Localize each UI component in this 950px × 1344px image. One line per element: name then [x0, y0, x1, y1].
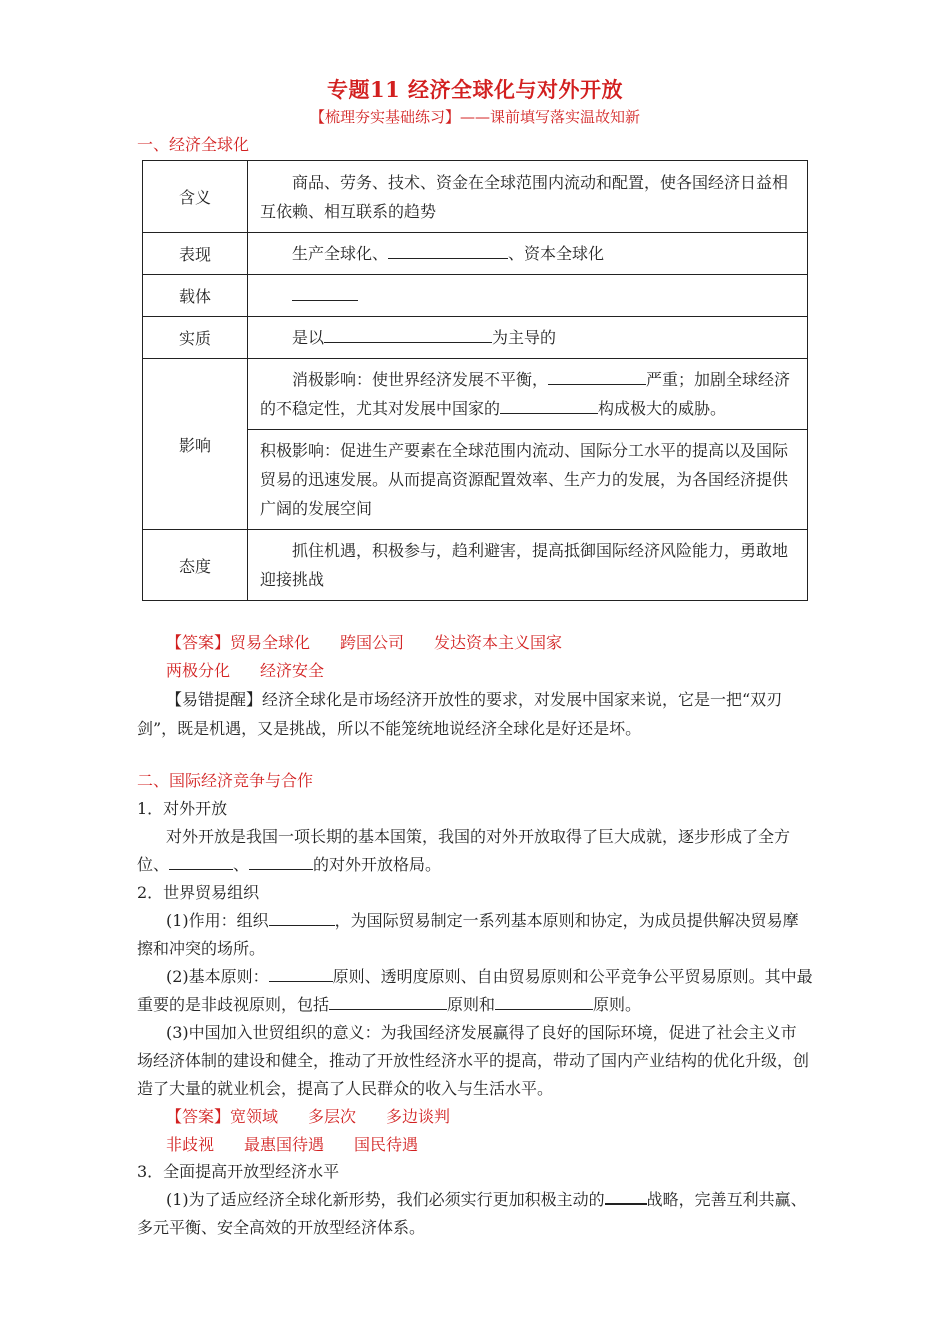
answer-label: 【答案】: [166, 633, 231, 652]
row-content: [248, 359, 808, 430]
fill-blank[interactable]: [329, 993, 447, 1010]
wto-significance-line-3: 造了大量的就业机会，提高了人民群众的收入与生活水平。: [137, 1079, 554, 1098]
text-segment: 是以: [292, 328, 325, 347]
opening-text-line-2: [137, 850, 441, 879]
carrier-text: [260, 281, 795, 310]
essence-text: [260, 323, 795, 352]
row-label: 含义: [143, 161, 248, 233]
text-segment: 重要的是非歧视原则，包括: [137, 995, 330, 1014]
row-content: [248, 317, 808, 359]
answer-item: 最惠国待遇: [244, 1135, 325, 1154]
error-reminder-line-1: 【易错提醒】经济全球化是市场经济开放性的要求，对发展中国家来说，它是一把“双刃: [166, 690, 783, 709]
text-segment: ，为国际贸易制定一系列基本原则和协定，为成员提供解决贸易摩: [334, 911, 799, 930]
table-row-carrier: [143, 275, 808, 317]
table-row-essence: [143, 317, 808, 359]
text-segment: 原则和: [447, 995, 496, 1014]
answer-item: 经济安全: [260, 661, 325, 680]
fill-blank[interactable]: [388, 242, 508, 259]
wto-significance-line-1: (3)中国加入世贸组织的意义：为我国经济发展赢得了良好的国际环境，促进了社会主义市: [166, 1023, 797, 1042]
row-content: [248, 161, 808, 233]
answer-item: 贸易全球化: [230, 633, 311, 652]
section-heading-competition: 二、国际经济竞争与合作: [137, 771, 314, 790]
answer-item: 宽领域: [230, 1107, 279, 1126]
text-segment: 原则。: [593, 995, 642, 1014]
open-economy-line-2: 多元平衡、安全高效的开放型经济体系。: [137, 1218, 426, 1237]
wto-role-line-1: [166, 906, 799, 935]
answer-line-3: [166, 1102, 450, 1131]
text-segment: 的对外开放格局。: [313, 855, 442, 874]
fill-blank[interactable]: [249, 853, 313, 870]
answer-line-2: [166, 656, 324, 685]
fill-blank[interactable]: [548, 368, 646, 385]
fill-blank[interactable]: [269, 965, 333, 982]
positive-influence-text: 积极影响：促进生产要素在全球范围内流动、国际分工水平的提高以及国际贸易的迅速发展。从而提高资源配置效率、生产力的发展，为各国经济提供广阔的发展空间: [260, 441, 789, 518]
text-segment: 构成极大的威胁。: [598, 399, 727, 418]
globalization-table: [142, 160, 808, 601]
answer-item: 国民待遇: [354, 1135, 419, 1154]
open-economy-line-1: [166, 1185, 807, 1214]
table-row-meaning: [143, 161, 808, 233]
row-label: 影响: [143, 359, 248, 530]
text-segment: 为主导的: [492, 328, 557, 347]
text-segment: 原则、透明度原则、自由贸易原则和公平竞争公平贸易原则。其中最: [332, 967, 813, 986]
row-content: [248, 430, 808, 530]
item-title-wto: 2．世界贸易组织: [137, 883, 260, 902]
table-row-attitude: [143, 530, 808, 601]
wto-principles-line-2: [137, 990, 641, 1019]
fill-blank[interactable]: [269, 909, 335, 926]
text-segment: (2)基本原则：: [166, 967, 269, 986]
text-segment: 、: [233, 855, 250, 874]
document-title: 专题11 经济全球化与对外开放: [326, 77, 624, 102]
row-content: [248, 233, 808, 275]
row-content: [248, 275, 808, 317]
fill-blank[interactable]: [495, 993, 593, 1010]
row-label: 态度: [143, 530, 248, 601]
wto-principles-line-1: [166, 962, 813, 991]
document-subtitle: 【梳理夯实基础练习】——课前填写落实温故知新: [309, 108, 640, 126]
fill-blank[interactable]: [292, 284, 358, 301]
meaning-text: 商品、劳务、技术、资金在全球范围内流动和配置，使各国经济日益相互依赖、相互联系的趋势: [260, 172, 789, 221]
row-content: [248, 530, 808, 601]
section-heading-globalization: 一、经济全球化: [137, 135, 250, 154]
text-segment: 位、: [137, 855, 170, 874]
text-segment: (1)为了适应经济全球化新形势，我们必须实行更加积极主动的: [166, 1190, 605, 1209]
answer-item: 跨国公司: [340, 633, 405, 652]
wto-significance-line-2: 场经济体制的建设和健全，推动了开放性经济水平的提高，带动了国内产业结构的优化升级，创: [137, 1051, 810, 1070]
wto-role-line-2: 擦和冲突的场所。: [137, 939, 266, 958]
table-row-manifestation: [143, 233, 808, 275]
table-row-influence-negative: [143, 359, 808, 430]
answer-item: 多层次: [308, 1107, 357, 1126]
row-label: 载体: [143, 275, 248, 317]
fill-blank[interactable]: [324, 326, 492, 343]
item-title-opening: 1．对外开放: [137, 799, 228, 818]
opening-text-line-1: 对外开放是我国一项长期的基本国策，我国的对外开放取得了巨大成就，逐步形成了全方: [166, 827, 791, 846]
manifestation-text: [260, 239, 795, 268]
answer-line-4: [166, 1130, 418, 1159]
text-segment: (1)作用：组织: [166, 911, 269, 930]
text-segment: 生产全球化、: [292, 244, 389, 263]
answer-line-1: [166, 628, 562, 657]
attitude-text: 抓住机遇，积极参与，趋利避害，提高抵御国际经济风险能力，勇敢地迎接挑战: [260, 541, 789, 589]
answer-item: 多边谈判: [386, 1107, 451, 1126]
error-reminder-line-2: 剑”，既是机遇，又是挑战，所以不能笼统地说经济全球化是好还是坏。: [137, 719, 642, 738]
answer-item: 非歧视: [166, 1135, 215, 1154]
answer-label: 【答案】: [166, 1107, 231, 1126]
item-title-open-economy: 3．全面提高开放型经济水平: [137, 1162, 340, 1181]
text-segment: 、资本全球化: [508, 244, 605, 263]
answer-item: 两极分化: [166, 661, 231, 680]
text-segment: 消极影响：使世界经济发展不平衡，: [292, 370, 549, 389]
text-segment: 严重；加剧全球经济的不稳定性，尤其对发展中国家的: [260, 370, 791, 418]
fill-blank[interactable]: [169, 853, 233, 870]
fill-blank[interactable]: [500, 397, 598, 414]
row-label: 实质: [143, 317, 248, 359]
answer-item: 发达资本主义国家: [434, 633, 563, 652]
text-segment: 战略，完善互利共赢、: [646, 1190, 807, 1209]
row-label: 表现: [143, 233, 248, 275]
fill-blank[interactable]: [605, 1187, 647, 1205]
negative-influence-text: [260, 365, 795, 423]
